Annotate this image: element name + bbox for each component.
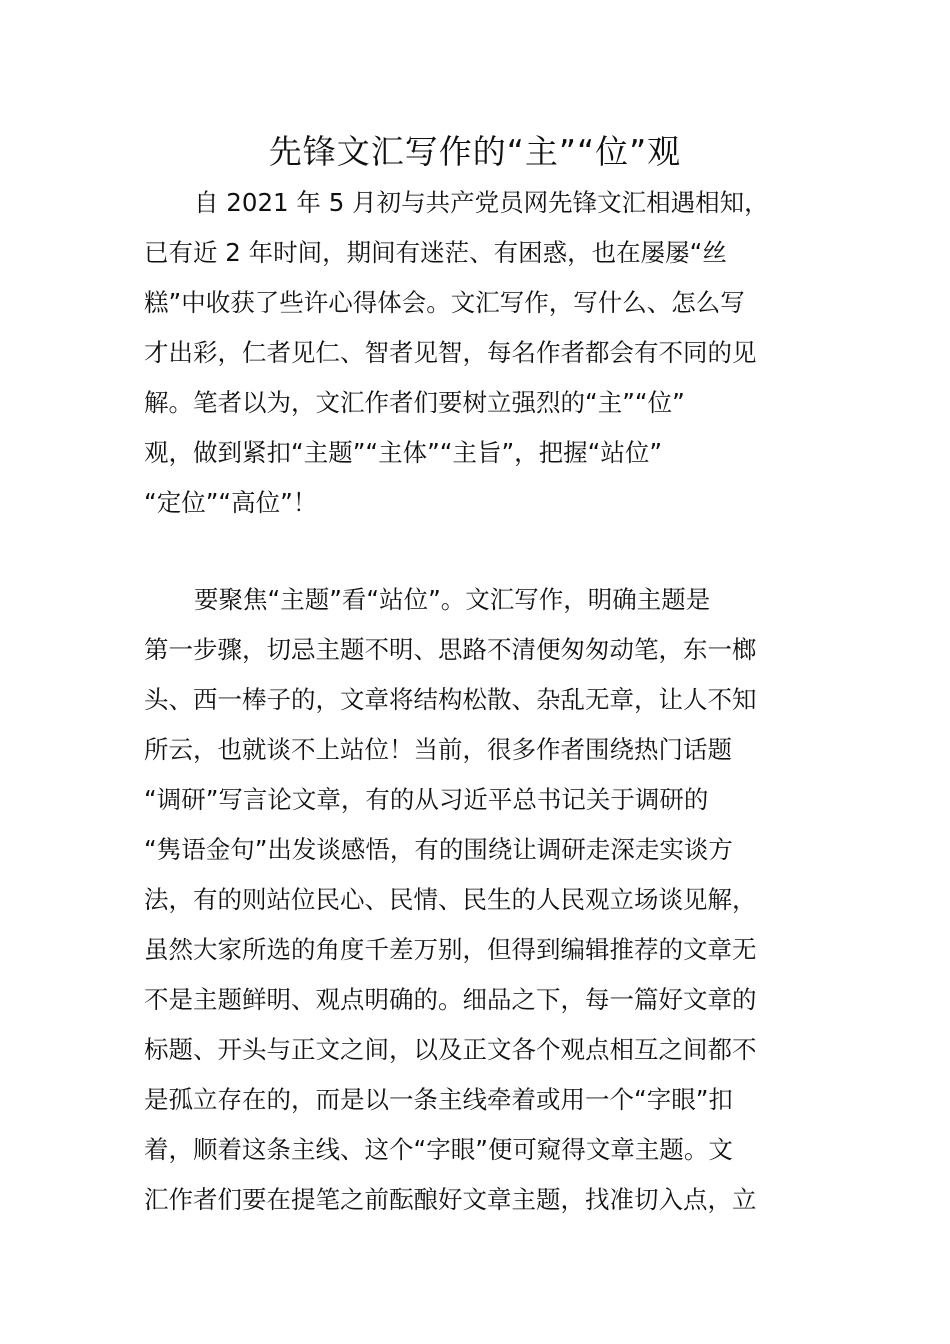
text-line: 要聚焦“主题”看“站位”。文汇写作，明确主题是 — [194, 585, 711, 614]
text-line: 汇作者们要在提笔之前酝酿好文章主题，找准切入点，立 — [144, 1185, 757, 1214]
text-line: 虽然大家所选的角度千差万别，但得到编辑推荐的文章无 — [144, 935, 757, 964]
document-title: 先锋文汇写作的“主”“位”观 — [268, 132, 682, 171]
text-line: 着，顺着这条主线、这个“字眼”便可窥得文章主题。文 — [144, 1135, 733, 1164]
text-line: “隽语金句”出发谈感悟，有的围绕让调研走深走实谈方 — [144, 835, 733, 864]
text-line: “调研”写言论文章，有的从习近平总书记关于调研的 — [144, 785, 709, 814]
text-line: 解。笔者以为，文汇作者们要树立强烈的“主”“位” — [144, 388, 685, 417]
paragraph-section-1 — [144, 575, 808, 1225]
text-line: 才出彩，仁者见仁、智者见智，每名作者都会有不同的见 — [144, 338, 757, 367]
text-line: 观，做到紧扣“主题”“主体”“主旨”，把握“站位” — [144, 438, 663, 467]
text-line: 是孤立存在的，而是以一条主线牵着或用一个“字眼”扣 — [144, 1085, 733, 1114]
text-line: 第一步骤，切忌主题不明、思路不清便匆匆动笔，东一榔 — [144, 635, 757, 664]
text-line: “定位”“高位”！ — [144, 488, 318, 517]
text-line: 法，有的则站位民心、民情、民生的人民观立场谈见解， — [144, 885, 757, 914]
text-line: 头、西一棒子的，文章将结构松散、杂乱无章，让人不知 — [144, 685, 757, 714]
text-line: 自 2021 年 5 月初与共产党员网先锋文汇相遇相知， — [194, 188, 769, 217]
text-line: 已有近 2 年时间，期间有迷茫、有困惑，也在屡屡“丝 — [144, 238, 727, 267]
text-line: 糕”中收获了些许心得体会。文汇写作，写什么、怎么写 — [144, 288, 745, 317]
text-line: 不是主题鲜明、观点明确的。细品之下，每一篇好文章的 — [144, 985, 757, 1014]
text-line: 标题、开头与正文之间，以及正文各个观点相互之间都不 — [144, 1035, 757, 1064]
text-line: 所云，也就谈不上站位！当前，很多作者围绕热门话题 — [144, 735, 732, 764]
paragraph-intro — [144, 178, 808, 528]
